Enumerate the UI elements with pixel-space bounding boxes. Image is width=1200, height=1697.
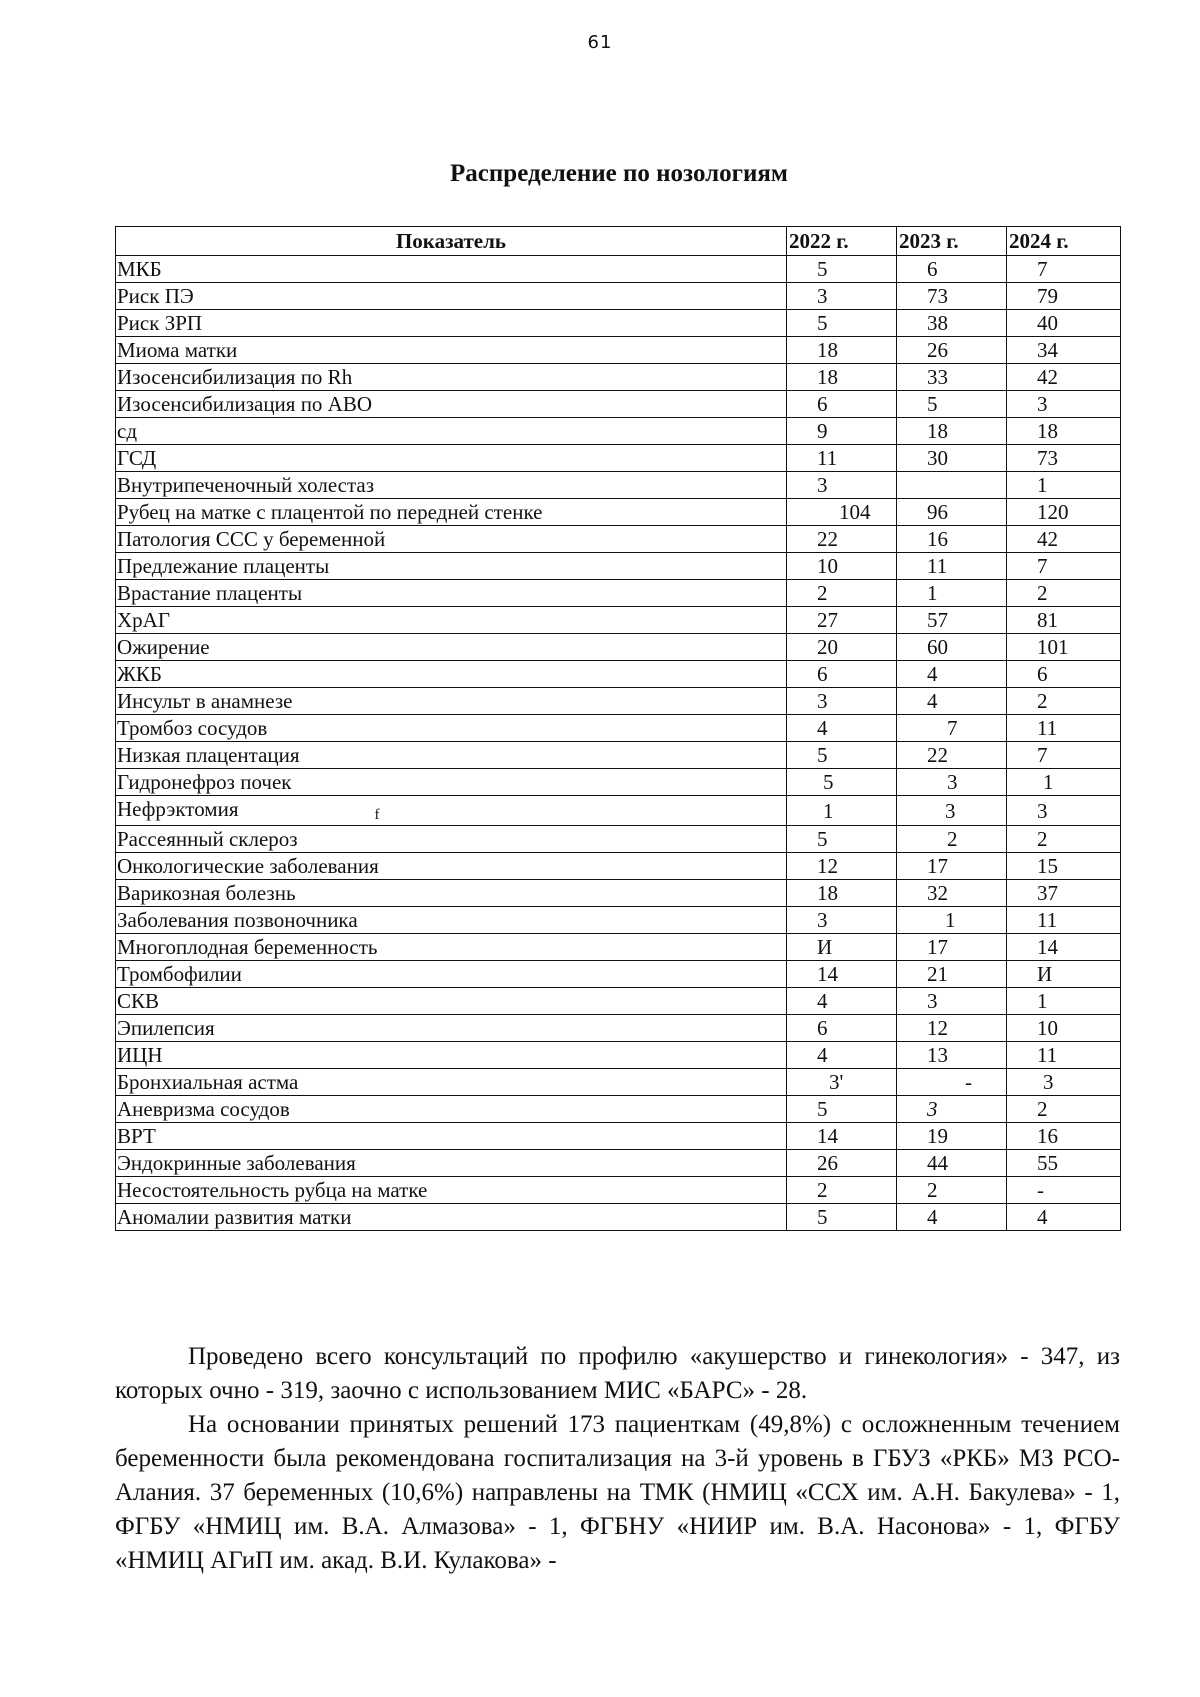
cell-2023: - [897, 1069, 1007, 1096]
cell-2022: 5 [787, 769, 897, 796]
row-label [116, 310, 787, 337]
cell-2022: 26 [787, 1150, 897, 1177]
cell-2024: 2 [1007, 688, 1121, 715]
table-row [116, 364, 1121, 391]
cell-2023: 11 [897, 553, 1007, 580]
table-row [116, 988, 1121, 1015]
row-label-text: Внутрипеченочный холестаз [117, 473, 375, 497]
row-label [116, 1177, 787, 1204]
row-label [116, 283, 787, 310]
row-label [116, 499, 787, 526]
body-text [115, 1340, 1120, 1578]
row-label [116, 661, 787, 688]
cell-2022: 1 [787, 796, 897, 826]
cell-2022: 14 [787, 961, 897, 988]
table-row [116, 880, 1121, 907]
cell-2022: 5 [787, 1204, 897, 1231]
row-label-text: ВРТ [117, 1124, 156, 1148]
table-row [116, 1015, 1121, 1042]
cell-2022: 4 [787, 988, 897, 1015]
row-label [116, 337, 787, 364]
cell-2023: 3 [897, 1096, 1007, 1123]
header-2022: 2022 г. [787, 227, 897, 256]
cell-2022: 18 [787, 880, 897, 907]
cell-2022: 20 [787, 634, 897, 661]
row-label [116, 796, 787, 826]
cell-2022: 5 [787, 310, 897, 337]
row-label-text: Несостоятельность рубца на матке [117, 1178, 428, 1202]
row-label-text: сд [117, 419, 138, 443]
cell-2022: 3 [787, 688, 897, 715]
row-label-text: Рассеянный склероз [117, 827, 298, 851]
cell-2022: 6 [787, 1015, 897, 1042]
table-row [116, 769, 1121, 796]
cell-2022: 10 [787, 553, 897, 580]
cell-2024: И [1007, 961, 1121, 988]
cell-2022: 3 [787, 907, 897, 934]
table-row [116, 853, 1121, 880]
row-label-text: Изосенсибилизация по АВО [117, 392, 373, 416]
cell-2023: 30 [897, 445, 1007, 472]
cell-2023: 1 [897, 580, 1007, 607]
row-label [116, 988, 787, 1015]
row-label-text: Нефрэктомия [117, 797, 239, 821]
header-indicator: Показатель [116, 227, 787, 256]
row-label [116, 1015, 787, 1042]
table-body [116, 256, 1121, 1231]
cell-2023: 2 [897, 1177, 1007, 1204]
row-label-text: Варикозная болезнь [117, 881, 296, 905]
cell-2023: 5 [897, 391, 1007, 418]
cell-2022: 4 [787, 715, 897, 742]
cell-2024: 37 [1007, 880, 1121, 907]
row-label [116, 961, 787, 988]
cell-2024: 7 [1007, 553, 1121, 580]
row-label [116, 526, 787, 553]
table-row [116, 256, 1121, 283]
table-row [116, 310, 1121, 337]
row-label-text: Ожирение [117, 635, 210, 659]
table-row [116, 607, 1121, 634]
table-row [116, 961, 1121, 988]
cell-2024: 7 [1007, 256, 1121, 283]
cell-2024: 79 [1007, 283, 1121, 310]
cell-2022: 6 [787, 391, 897, 418]
cell-2022: 6 [787, 661, 897, 688]
cell-2022: 18 [787, 364, 897, 391]
row-label [116, 256, 787, 283]
table-row [116, 634, 1121, 661]
page-number: 61 [587, 32, 613, 53]
row-label [116, 1096, 787, 1123]
cell-2022: 5 [787, 256, 897, 283]
cell-2023: 44 [897, 1150, 1007, 1177]
row-label [116, 580, 787, 607]
cell-2023: 96 [897, 499, 1007, 526]
header-2023: 2023 г. [897, 227, 1007, 256]
row-label [116, 445, 787, 472]
cell-2023: 26 [897, 337, 1007, 364]
cell-2022: 18 [787, 337, 897, 364]
cell-2024: 7 [1007, 742, 1121, 769]
row-label [116, 880, 787, 907]
table-row [116, 661, 1121, 688]
cell-2024: 2 [1007, 580, 1121, 607]
row-label [116, 472, 787, 499]
table-row [116, 1150, 1121, 1177]
row-label-text: Врастание плаценты [117, 581, 303, 605]
cell-2023: 17 [897, 853, 1007, 880]
table-row [116, 1069, 1121, 1096]
row-label-text: Эпилепсия [117, 1016, 215, 1040]
cell-2024: 42 [1007, 364, 1121, 391]
cell-2024: 81 [1007, 607, 1121, 634]
row-label-text: Риск ЗРП [117, 311, 203, 335]
cell-2023: 12 [897, 1015, 1007, 1042]
row-label-text: Аневризма сосудов [117, 1097, 290, 1121]
row-label [116, 1042, 787, 1069]
cell-2024: 40 [1007, 310, 1121, 337]
table-row [116, 826, 1121, 853]
cell-2022: 4 [787, 1042, 897, 1069]
row-label [116, 1069, 787, 1096]
cell-2024: 1 [1007, 472, 1121, 499]
cell-2024: 3 [1007, 1069, 1121, 1096]
cell-2024: 3 [1007, 391, 1121, 418]
row-label-text: Тромбоз сосудов [117, 716, 268, 740]
row-label [116, 934, 787, 961]
cell-2022: 3 [787, 472, 897, 499]
cell-2023: 3 [897, 988, 1007, 1015]
cell-2023: 3 [897, 796, 1007, 826]
row-label [116, 826, 787, 853]
cell-2022: 27 [787, 607, 897, 634]
cell-2022: 2 [787, 1177, 897, 1204]
table-header-row [116, 227, 1121, 256]
cell-2023: 60 [897, 634, 1007, 661]
cell-2024: 42 [1007, 526, 1121, 553]
cell-2022: 5 [787, 826, 897, 853]
paragraph-consultations: Проведено всего консультаций по профилю «акушерство и гинекология» - 347, из которых очно - 319, заочно с использованием МИС «БАРС» - 28. [115, 1343, 1120, 1404]
table-row [116, 1096, 1121, 1123]
table-row [116, 1177, 1121, 1204]
cell-2023: 21 [897, 961, 1007, 988]
table-title: Распределение по нозологиям [450, 160, 788, 187]
cell-2024: 18 [1007, 418, 1121, 445]
row-label-text: Гидронефроз почек [117, 770, 292, 794]
row-label-text: Эндокринные заболевания [117, 1151, 356, 1175]
row-label-text: Аномалии развития матки [117, 1205, 352, 1229]
row-label-text: ЖКБ [117, 662, 162, 686]
cell-2024: 2 [1007, 1096, 1121, 1123]
cell-2024: 16 [1007, 1123, 1121, 1150]
cell-2023: 18 [897, 418, 1007, 445]
row-label [116, 742, 787, 769]
row-label [116, 1123, 787, 1150]
cell-2022: 5 [787, 742, 897, 769]
row-label-text: Многоплодная беременность [117, 935, 378, 959]
table-row [116, 418, 1121, 445]
row-label [116, 364, 787, 391]
cell-2023: 13 [897, 1042, 1007, 1069]
row-label [116, 553, 787, 580]
cell-2022: 2 [787, 580, 897, 607]
cell-2023 [897, 472, 1007, 499]
cell-2024: 15 [1007, 853, 1121, 880]
row-label-text: СКВ [117, 989, 160, 1013]
header-2024: 2024 г. [1007, 227, 1121, 256]
table-row [116, 553, 1121, 580]
cell-2023: 4 [897, 1204, 1007, 1231]
row-label [116, 907, 787, 934]
table-row [116, 526, 1121, 553]
table-row [116, 1123, 1121, 1150]
cell-2023: 57 [897, 607, 1007, 634]
table-row [116, 688, 1121, 715]
cell-2023: 17 [897, 934, 1007, 961]
cell-2024: 73 [1007, 445, 1121, 472]
row-label-text: Тромбофилии [117, 962, 242, 986]
cell-2022: 14 [787, 1123, 897, 1150]
table-row [116, 337, 1121, 364]
row-label-text: ГСД [117, 446, 157, 470]
table-row [116, 796, 1121, 826]
row-label [116, 853, 787, 880]
row-label-text: Заболевания позвоночника [117, 908, 358, 932]
cell-2022: 11 [787, 445, 897, 472]
row-label [116, 715, 787, 742]
cell-2024: 6 [1007, 661, 1121, 688]
cell-2022: 104 [787, 499, 897, 526]
cell-2023: 33 [897, 364, 1007, 391]
row-label-text: Миома матки [117, 338, 238, 362]
cell-2024: 2 [1007, 826, 1121, 853]
row-label [116, 607, 787, 634]
cell-2024: - [1007, 1177, 1121, 1204]
cell-2024: 11 [1007, 1042, 1121, 1069]
table-row [116, 499, 1121, 526]
cell-2023: 22 [897, 742, 1007, 769]
row-label [116, 1150, 787, 1177]
cell-2022: И [787, 934, 897, 961]
cell-2023: 6 [897, 256, 1007, 283]
row-label-stray-mark: f [374, 807, 380, 823]
cell-2022: 3' [787, 1069, 897, 1096]
cell-2023: 2 [897, 826, 1007, 853]
row-label [116, 688, 787, 715]
cell-2024: 10 [1007, 1015, 1121, 1042]
row-label [116, 634, 787, 661]
cell-2024: 34 [1007, 337, 1121, 364]
cell-2023: 32 [897, 880, 1007, 907]
cell-2024: 120 [1007, 499, 1121, 526]
cell-2023: 1 [897, 907, 1007, 934]
table-row [116, 1042, 1121, 1069]
cell-2024: 1 [1007, 769, 1121, 796]
table-row [116, 472, 1121, 499]
table-row [116, 907, 1121, 934]
row-label [116, 391, 787, 418]
table-row [116, 580, 1121, 607]
cell-2024: 3 [1007, 796, 1121, 826]
cell-2023: 19 [897, 1123, 1007, 1150]
row-label-text: Предлежание плаценты [117, 554, 330, 578]
cell-2024: 4 [1007, 1204, 1121, 1231]
table-row [116, 1204, 1121, 1231]
cell-2024: 101 [1007, 634, 1121, 661]
cell-2024: 55 [1007, 1150, 1121, 1177]
nosology-table [115, 226, 1121, 1231]
cell-2023: 73 [897, 283, 1007, 310]
table-row [116, 742, 1121, 769]
cell-2023: 16 [897, 526, 1007, 553]
row-label-text: Низкая плацентация [117, 743, 300, 767]
cell-2023: 7 [897, 715, 1007, 742]
cell-2023: 3 [897, 769, 1007, 796]
cell-2022: 9 [787, 418, 897, 445]
row-label [116, 769, 787, 796]
table-row [116, 715, 1121, 742]
row-label [116, 418, 787, 445]
row-label [116, 1204, 787, 1231]
row-label-text: Изосенсибилизация по Rh [117, 365, 353, 389]
paragraph-hospitalization: На основании принятых решений 173 пациенткам (49,8%) с осложненным течением беременности была рекомендована госпитализация на 3-й уровень в ГБУЗ «РКБ» МЗ РСО-Алания. 37 беременных (10,6%) направлены на ТМК (НМИЦ «ССХ им. А.Н. Бакулева» - 1, ФГБУ «НМИЦ им. В.А. Алмазова» - 1, ФГБНУ «НИИР им. В.А. Насонова» - 1, ФГБУ «НМИЦ АГиП им. акад. В.И. Кулакова» - [115, 1411, 1120, 1574]
row-label-text: ХрАГ [117, 608, 170, 632]
table-row [116, 283, 1121, 310]
cell-2023: 4 [897, 661, 1007, 688]
cell-2022: 5 [787, 1096, 897, 1123]
row-label-text: Рубец на матке с плацентой по передней стенке [117, 500, 543, 524]
cell-2023: 38 [897, 310, 1007, 337]
row-label-text: Инсульт в анамнезе [117, 689, 293, 713]
table-row [116, 391, 1121, 418]
cell-2022: 22 [787, 526, 897, 553]
cell-2024: 14 [1007, 934, 1121, 961]
cell-2023: 4 [897, 688, 1007, 715]
cell-2024: 11 [1007, 715, 1121, 742]
cell-2022: 12 [787, 853, 897, 880]
row-label-text: Онкологические заболевания [117, 854, 379, 878]
row-label-text: ИЦН [117, 1043, 163, 1067]
cell-2024: 11 [1007, 907, 1121, 934]
row-label-text: Риск ПЭ [117, 284, 194, 308]
table-row [116, 445, 1121, 472]
cell-2024: 1 [1007, 988, 1121, 1015]
table-row [116, 934, 1121, 961]
row-label-text: Патология ССС у беременной [117, 527, 386, 551]
cell-2022: 3 [787, 283, 897, 310]
row-label-text: Бронхиальная астма [117, 1070, 299, 1094]
row-label-text: МКБ [117, 257, 162, 281]
